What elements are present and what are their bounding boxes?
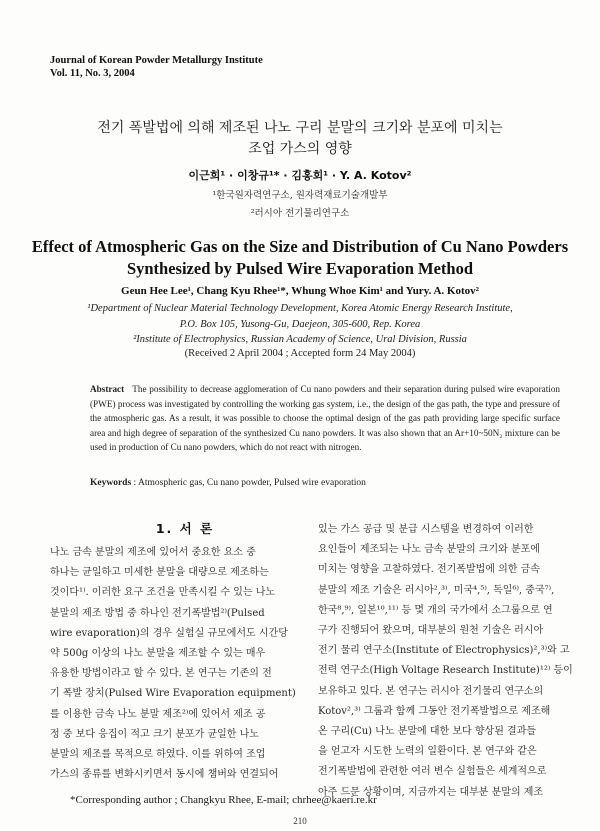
body-line: 전기폭발법에 관련한 여러 변수 실험들은 세계적으로: [318, 766, 547, 778]
body-line: 미치는 영향을 고찰하였다. 전기폭발법에 의한 금속: [318, 564, 540, 576]
english-title-line1: Effect of Atmospheric Gas on the Size and Distribution of Cu Nano Powders: [31, 237, 569, 256]
abstract-text: The possibility to decrease agglomeration of Cu nano powders and their separation during pulsed wire evaporation (PWE) process was investigated by controlling the working gas system, i.e., the design of the gas path, the type and pressure of the atmospheric gas. As a result, it was possible to choose the optimal design of the gas path providing large specific surface area and high degree of separation of the synthesized Cu nano powders. It was also shown that an Ar+10~50N₂ mixture can be used in production of Cu nano powders, which do not react with nitrogen.: [90, 384, 561, 453]
body-line: 가스의 종류를 변화시키면서 동시에 챔버와 연결되어: [50, 769, 279, 781]
left-column: [50, 543, 308, 785]
journal-name: Journal of Korean Powder Metallurgy Institute: [50, 55, 263, 66]
body-line: 약 500g 이상의 나노 분말을 제조할 수 있는 매우: [50, 648, 266, 660]
body-line: 기 폭발 장치(Pulsed Wire Evaporation equipment): [50, 688, 296, 700]
english-authors: Geun Hee Lee¹, Chang Kyu Rhee¹*, Whung Whoe Kim¹ and Yury. A. Kotov²: [121, 285, 479, 297]
body-line: 하나는 균일하고 미세한 분말을 대량으로 제조하는: [50, 567, 269, 579]
right-column: [318, 520, 578, 803]
english-affiliation-line: ¹Department of Nuclear Material Technology Development, Korea Atomic Energy Research Institute,: [87, 303, 513, 314]
english-title-line2: Synthesized by Pulsed Wire Evaporation Method: [126, 259, 474, 278]
english-affiliation-line: ²Institute of Electrophysics, Russian Academy of Science, Ural Division, Russia: [133, 334, 467, 345]
journal-volume: Vol. 11, No. 3, 2004: [50, 68, 135, 79]
body-line: 구가 진행되어 왔으며, 대부분의 원천 기술은 러시아: [318, 625, 544, 637]
korean-affiliation-2: ²러시아 전기물리연구소: [250, 208, 350, 219]
body-line: 을 얻고자 시도한 노력의 일환이다. 본 연구와 같은: [318, 746, 537, 758]
abstract-label: Abstract: [90, 384, 125, 394]
body-line: 있는 가스 공급 및 분급 시스템을 변경하여 이러한: [318, 524, 534, 535]
body-line: 요인들이 제조되는 나노 금속 분말의 크기와 분포에: [318, 544, 540, 556]
body-line: 분말의 제조를 목적으로 하였다. 이를 위하여 조업: [50, 749, 266, 761]
body-line: 아주 드문 상황이며, 지금까지는 대부분 분말의 제조: [318, 786, 544, 798]
keywords-label: Keywords: [90, 478, 132, 488]
english-affiliation-line: P.O. Box 105, Yusong-Gu, Daejeon, 305-600, Rep. Korea: [179, 318, 421, 330]
abstract: [90, 382, 560, 455]
body-line: 보유하고 있다. 본 연구는 러시아 전기물리 연구소의: [318, 685, 544, 697]
body-line: Kotov²,³⁾ 그룹과 함께 그동안 전기폭발법으로 제조해: [318, 705, 551, 717]
english-affiliations: [0, 301, 600, 348]
body-line: 온 구리(Cu) 나노 분말에 대한 보다 향상된 결과들: [318, 726, 537, 738]
korean-authors: 이근희¹ · 이창규¹* · 김홍회¹ · Y. A. Kotov²: [188, 169, 412, 182]
section-title-introduction: 1. 서 론: [155, 521, 215, 536]
body-line: 정 중 보다 응집이 적고 크기 분포가 균일한 나노: [50, 728, 259, 740]
corresponding-author-footnote: *Corresponding author ; Changkyu Rhee, E-mail; chrhee@kaeri.re.kr: [70, 794, 377, 806]
keywords: [90, 478, 560, 488]
body-line: 전력 연구소(High Voltage Research Institute)¹²⁾ 등이: [318, 665, 573, 677]
body-line: 를 이용한 금속 나노 분말 제조²⁾에 있어서 제조 공: [50, 708, 266, 720]
body-line: 유용한 방법이라고 할 수 있다. 본 연구는 기존의 전: [50, 668, 272, 680]
body-line: 분말의 제조 방법 중 하나인 전기폭발법²⁾(Pulsed: [50, 607, 265, 619]
body-line: 나노 금속 분말의 제조에 있어서 중요한 요소 중: [50, 547, 256, 558]
journal-header: [50, 54, 263, 80]
keywords-text: : Atmospheric gas, Cu nano powder, Pulsed wire evaporation: [133, 478, 366, 488]
body-line: 전기 물리 연구소(Institute of Electrophysics)²,³⁾와 고: [318, 645, 570, 657]
body-line: 분말의 제조 기술은 러시아²,³⁾, 미국⁴,⁵⁾, 독일⁶⁾, 중국⁷⁾,: [318, 584, 555, 596]
page-number: 210: [293, 816, 307, 826]
body-line: 것이다¹⁾. 이러한 요구 조건을 만족시킬 수 있는 나노: [50, 587, 276, 599]
body-line: 한국⁸,⁹⁾, 일본¹⁰,¹¹⁾ 등 몇 개의 국가에서 소그룹으로 연: [318, 604, 553, 616]
received-dates: (Received 2 April 2004 ; Accepted form 24 May 2004): [184, 348, 416, 359]
korean-title: [0, 118, 600, 160]
body-line: wire evaporation)의 경우 실험실 규모에서도 시간당: [50, 627, 288, 639]
english-title: [0, 236, 600, 280]
korean-title-line1: 전기 폭발법에 의해 제조된 나노 구리 분말의 크기와 분포에 미치는: [97, 120, 503, 136]
korean-title-line2: 조업 가스의 영향: [248, 141, 352, 157]
korean-affiliation-1: ¹한국원자력연구소, 원자력재료기술개발부: [212, 190, 388, 201]
